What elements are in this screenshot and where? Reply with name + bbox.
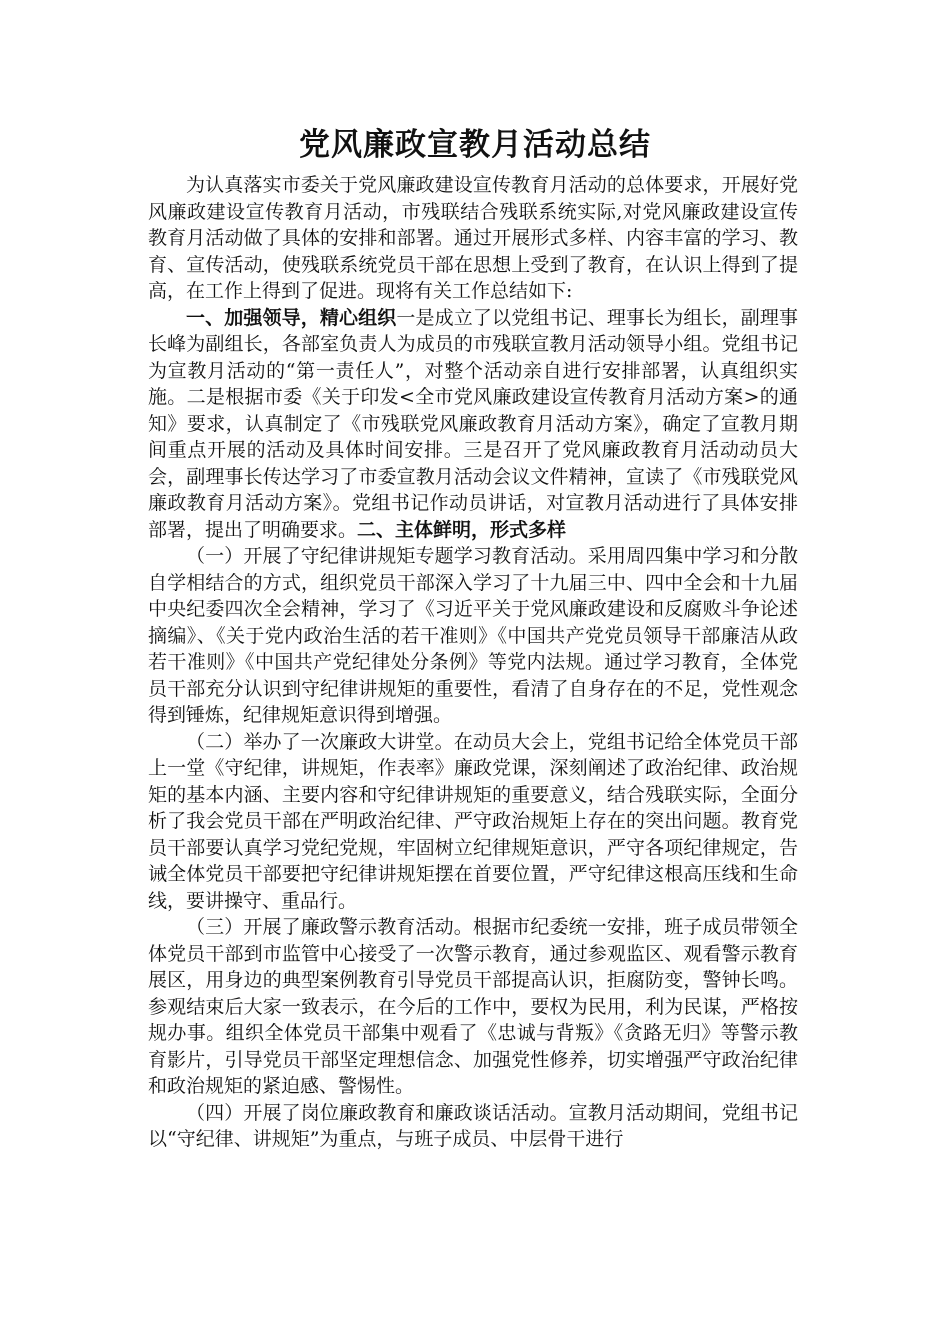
section-2-item-4: （四）开展了岗位廉政教育和廉政谈话活动。宣教月活动期间，党组书记以“守纪律、讲规矩”为重点，与班子成员、中层骨干进行 xyxy=(148,1101,798,1150)
section-1-heading: 一、加强领导，精心组织 xyxy=(186,306,397,329)
section-2-item-2: （二）举办了一次廉政大讲堂。在动员大会上，党组书记给全体党员干部上一堂《守纪律，讲规矩，作表率》廉政党课，深刻阐述了政治纪律、政治规矩的基本内涵、主要内容和守纪律讲规矩的重要意义，结合残联实际，全面分析了我会党员干部在严明政治纪律、严守政治规矩上存在的突出问题。教育党员干部要认真学习党纪党规，牢固树立纪律规矩意识，严守各项纪律规定，告诫全体党员干部要把守纪律讲规矩摆在首要位置，严守纪律这根高压线和生命线，要讲操守、重品行。 xyxy=(148,730,798,912)
document-body xyxy=(148,172,798,1153)
document-title: 党风廉政宣教月活动总结 xyxy=(299,127,651,163)
section-2-item-3: （三）开展了廉政警示教育活动。根据市纪委统一安排，班子成员带领全体党员干部到市监管中心接受了一次警示教育，通过参观监区、观看警示教育展区，用身边的典型案例教育引导党员干部提高认识，拒腐防变，警钟长鸣。参观结束后大家一致表示，在今后的工作中，要权为民用，利为民谋，严格按规办事。组织全体党员干部集中观看了《忠诚与背叛》《贪路无归》等警示教育影片，引导党员干部坚定理想信念、加强党性修养，切实增强严守政治纪律和政治规矩的紧迫感、警惕性。 xyxy=(148,916,798,1097)
section-1-paragraph xyxy=(148,305,798,544)
section-2-item-1: （一）开展了守纪律讲规矩专题学习教育活动。采用周四集中学习和分散自学相结合的方式，组织党员干部深入学习了十九届三中、四中全会和十九届中央纪委四次全会精神，学习了《习近平关于党风廉政建设和反腐败斗争论述摘编》、《关于党内政治生活的若干准则》《中国共产党党员领导干部廉洁从政若干准则》《中国共产党纪律处分条例》等党内法规。通过学习教育，全体党员干部充分认识到守纪律讲规矩的重要性，看清了自身存在的不足，党性观念得到锤炼，纪律规矩意识得到增强。 xyxy=(148,545,798,726)
intro-paragraph: 为认真落实市委关于党风廉政建设宣传教育月活动的总体要求，开展好党风廉政建设宣传教育月活动，市残联结合残联系统实际,对党风廉政建设宣传教育月活动做了具体的安排和部署。通过开展形式多样、内容丰富的学习、教育、宣传活动，使残联系统党员干部在思想上受到了教育，在认识上得到了提高，在工作上得到了促进。现将有关工作总结如下: xyxy=(148,174,798,302)
section-1-text: 一是成立了以党组书记、理事长为组长，副理事长峰为副组长，各部室负责人为成员的市残联宣教月活动领导小组。党组书记为宣教月活动的“第一责任人”，对整个活动亲自进行安排部署，认真组织实施。二是根据市委《关于印发<全市党风廉政建设宣传教育月活动方案>的通知》要求，认真制定了《市残联党风廉政教育月活动方案》，确定了宣教月期间重点开展的活动及具体时间安排。三是召开了党风廉政教育月活动动员大会，副理事长传达学习了市委宣教月活动会议文件精神，宣读了《市残联党风廉政教育月活动方案》。党组书记作动员讲话，对宣教月活动进行了具体安排部署，提出了明确要求。 xyxy=(148,306,798,541)
section-2-heading: 二、主体鲜明，形式多样 xyxy=(357,518,567,541)
